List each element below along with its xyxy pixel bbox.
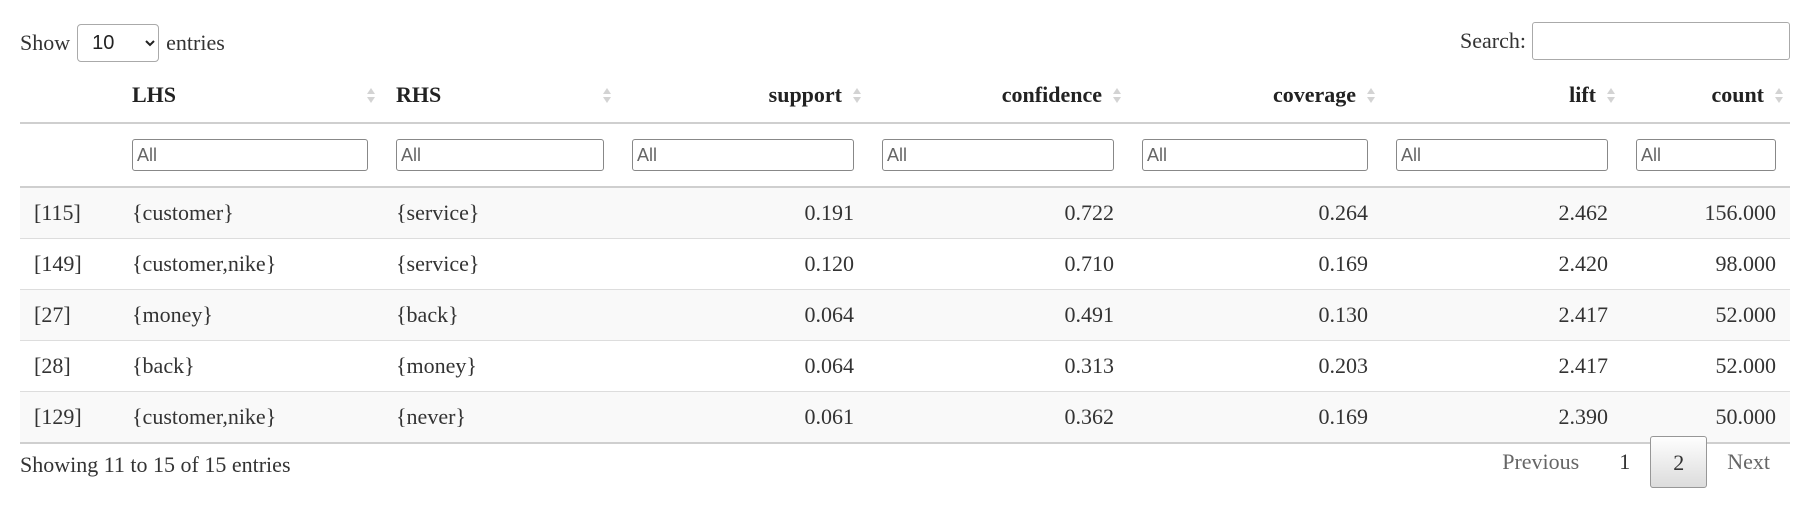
cell-lift: 2.417 <box>1382 290 1622 341</box>
filter-input-lift[interactable] <box>1396 139 1608 171</box>
column-header-lift[interactable] <box>1382 68 1622 123</box>
sort-icon <box>1774 84 1784 106</box>
filter-input-support[interactable] <box>632 139 854 171</box>
filter-input-rhs[interactable] <box>396 139 604 171</box>
cell-lhs: {customer,nike} <box>118 239 382 290</box>
datatable-wrapper <box>20 0 1790 477</box>
filter-input-lhs[interactable] <box>132 139 368 171</box>
cell-coverage: 0.169 <box>1128 239 1382 290</box>
table-row[interactable] <box>20 290 1790 341</box>
column-label-coverage: coverage <box>1272 82 1356 107</box>
cell-coverage: 0.169 <box>1128 392 1382 444</box>
cell-index: [27] <box>20 290 118 341</box>
column-header-index <box>20 68 118 123</box>
cell-lift: 2.462 <box>1382 187 1622 239</box>
cell-index: [129] <box>20 392 118 444</box>
cell-confidence: 0.491 <box>868 290 1128 341</box>
cell-count: 52.000 <box>1622 341 1790 392</box>
filter-cell-count <box>1622 123 1790 187</box>
filter-cell-rhs <box>382 123 618 187</box>
cell-index: [115] <box>20 187 118 239</box>
column-label-support: support <box>768 82 842 107</box>
filter-input-confidence[interactable] <box>882 139 1114 171</box>
column-header-coverage[interactable] <box>1128 68 1382 123</box>
sort-icon <box>366 84 376 106</box>
cell-count: 50.000 <box>1622 392 1790 444</box>
length-prefix: Show <box>20 30 71 55</box>
filter-cell-lift <box>1382 123 1622 187</box>
cell-count: 98.000 <box>1622 239 1790 290</box>
rules-table <box>20 68 1790 444</box>
filter-cell-confidence <box>868 123 1128 187</box>
filter-cell-lhs <box>118 123 382 187</box>
cell-rhs: {never} <box>382 392 618 444</box>
column-label-lift: lift <box>1569 82 1596 107</box>
cell-lhs: {money} <box>118 290 382 341</box>
filter-row <box>20 123 1790 187</box>
cell-support: 0.064 <box>618 341 868 392</box>
cell-lhs: {customer,nike} <box>118 392 382 444</box>
filter-cell-support <box>618 123 868 187</box>
cell-support: 0.064 <box>618 290 868 341</box>
table-body <box>20 187 1790 443</box>
column-label-rhs: RHS <box>396 82 442 107</box>
length-suffix: entries <box>166 30 225 55</box>
search-control <box>1460 22 1790 60</box>
cell-confidence: 0.722 <box>868 187 1128 239</box>
pagination <box>1482 436 1790 488</box>
cell-lhs: {back} <box>118 341 382 392</box>
entries-per-page-select[interactable] <box>77 24 159 62</box>
next-page-button[interactable]: Next <box>1727 449 1770 474</box>
cell-coverage: 0.264 <box>1128 187 1382 239</box>
cell-rhs: {service} <box>382 187 618 239</box>
page-2-button[interactable]: 2 <box>1650 436 1707 488</box>
cell-lhs: {customer} <box>118 187 382 239</box>
search-input[interactable] <box>1532 22 1790 60</box>
cell-confidence: 0.362 <box>868 392 1128 444</box>
search-label: Search: <box>1460 28 1526 53</box>
cell-rhs: {money} <box>382 341 618 392</box>
cell-lift: 2.417 <box>1382 341 1622 392</box>
table-row[interactable] <box>20 239 1790 290</box>
page-1-button[interactable]: 1 <box>1619 449 1631 474</box>
sort-icon <box>1606 84 1616 106</box>
cell-count: 52.000 <box>1622 290 1790 341</box>
cell-confidence: 0.313 <box>868 341 1128 392</box>
cell-support: 0.120 <box>618 239 868 290</box>
previous-page-button[interactable]: Previous <box>1502 449 1580 474</box>
column-header-support[interactable] <box>618 68 868 123</box>
column-header-rhs[interactable] <box>382 68 618 123</box>
cell-coverage: 0.203 <box>1128 341 1382 392</box>
column-label-lhs: LHS <box>132 82 177 107</box>
cell-rhs: {service} <box>382 239 618 290</box>
filter-input-count[interactable] <box>1636 139 1776 171</box>
filter-cell-index <box>20 123 118 187</box>
entries-length-control <box>20 24 225 62</box>
column-label-confidence: confidence <box>1001 82 1102 107</box>
header-row <box>20 68 1790 123</box>
sort-icon <box>1366 84 1376 106</box>
sort-icon <box>1112 84 1122 106</box>
sort-icon <box>852 84 862 106</box>
column-header-lhs[interactable] <box>118 68 382 123</box>
table-info: Showing 11 to 15 of 15 entries <box>20 452 291 477</box>
filter-input-coverage[interactable] <box>1142 139 1368 171</box>
cell-lift: 2.390 <box>1382 392 1622 444</box>
cell-lift: 2.420 <box>1382 239 1622 290</box>
table-row[interactable] <box>20 341 1790 392</box>
sort-icon <box>602 84 612 106</box>
cell-rhs: {back} <box>382 290 618 341</box>
cell-count: 156.000 <box>1622 187 1790 239</box>
cell-index: [28] <box>20 341 118 392</box>
cell-coverage: 0.130 <box>1128 290 1382 341</box>
column-header-confidence[interactable] <box>868 68 1128 123</box>
column-header-count[interactable] <box>1622 68 1790 123</box>
column-label-count: count <box>1711 82 1764 107</box>
cell-support: 0.061 <box>618 392 868 444</box>
cell-support: 0.191 <box>618 187 868 239</box>
cell-confidence: 0.710 <box>868 239 1128 290</box>
cell-index: [149] <box>20 239 118 290</box>
filter-cell-coverage <box>1128 123 1382 187</box>
table-row[interactable] <box>20 187 1790 239</box>
